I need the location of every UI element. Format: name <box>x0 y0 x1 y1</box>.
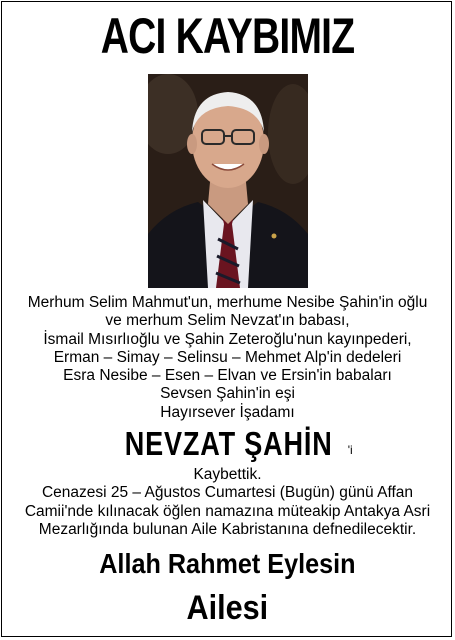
outro-line: Mezarlığında bulunan Aile Kabristanına defnedilecektir. <box>38 520 417 538</box>
signature-text: Ailesi <box>186 589 269 627</box>
intro-line: İsmail Mısırlıoğlu ve Şahin Zeteroğlu'nun kayınpederi, <box>43 330 412 348</box>
intro-line: Erman – Simay – Selinsu – Mehmet Alp'in dedeleri <box>53 348 402 366</box>
closing-prayer <box>0 546 455 582</box>
name-suffix: 'i <box>347 443 353 457</box>
intro-line: Esra Nesibe – Esen – Elvan ve Ersin'in babaları <box>63 367 392 385</box>
closing-prayer-text: Allah Rahmet Eylesin <box>99 548 356 579</box>
intro-line: ve merhum Selim Nevzat'ın babası, <box>105 312 350 330</box>
intro-line: Merhum Selim Mahmut'un, merhume Nesibe Şahin'in oğlu <box>27 294 428 311</box>
intro-line: Hayırsever İşadamı <box>160 403 295 421</box>
notice-heading: ACI KAYBIMIZ <box>100 8 355 64</box>
outro-line: Camii'nde kılınacak öğlen namazına müteakip Antakya Asri <box>24 502 431 520</box>
outro-line: Cenazesi 25 – Ağustos Cumartesi (Bugün) günü Affan <box>41 484 414 502</box>
intro-line: Sevsen Şahin'in eşi <box>160 385 295 403</box>
outro-text <box>0 466 455 539</box>
outro-line: Kaybettik. <box>193 466 262 483</box>
deceased-name-line <box>0 424 455 471</box>
signature <box>0 586 455 630</box>
portrait-photo <box>148 74 308 288</box>
deceased-name: NEVZAT ŞAHİN <box>125 425 333 462</box>
intro-text <box>0 294 455 422</box>
